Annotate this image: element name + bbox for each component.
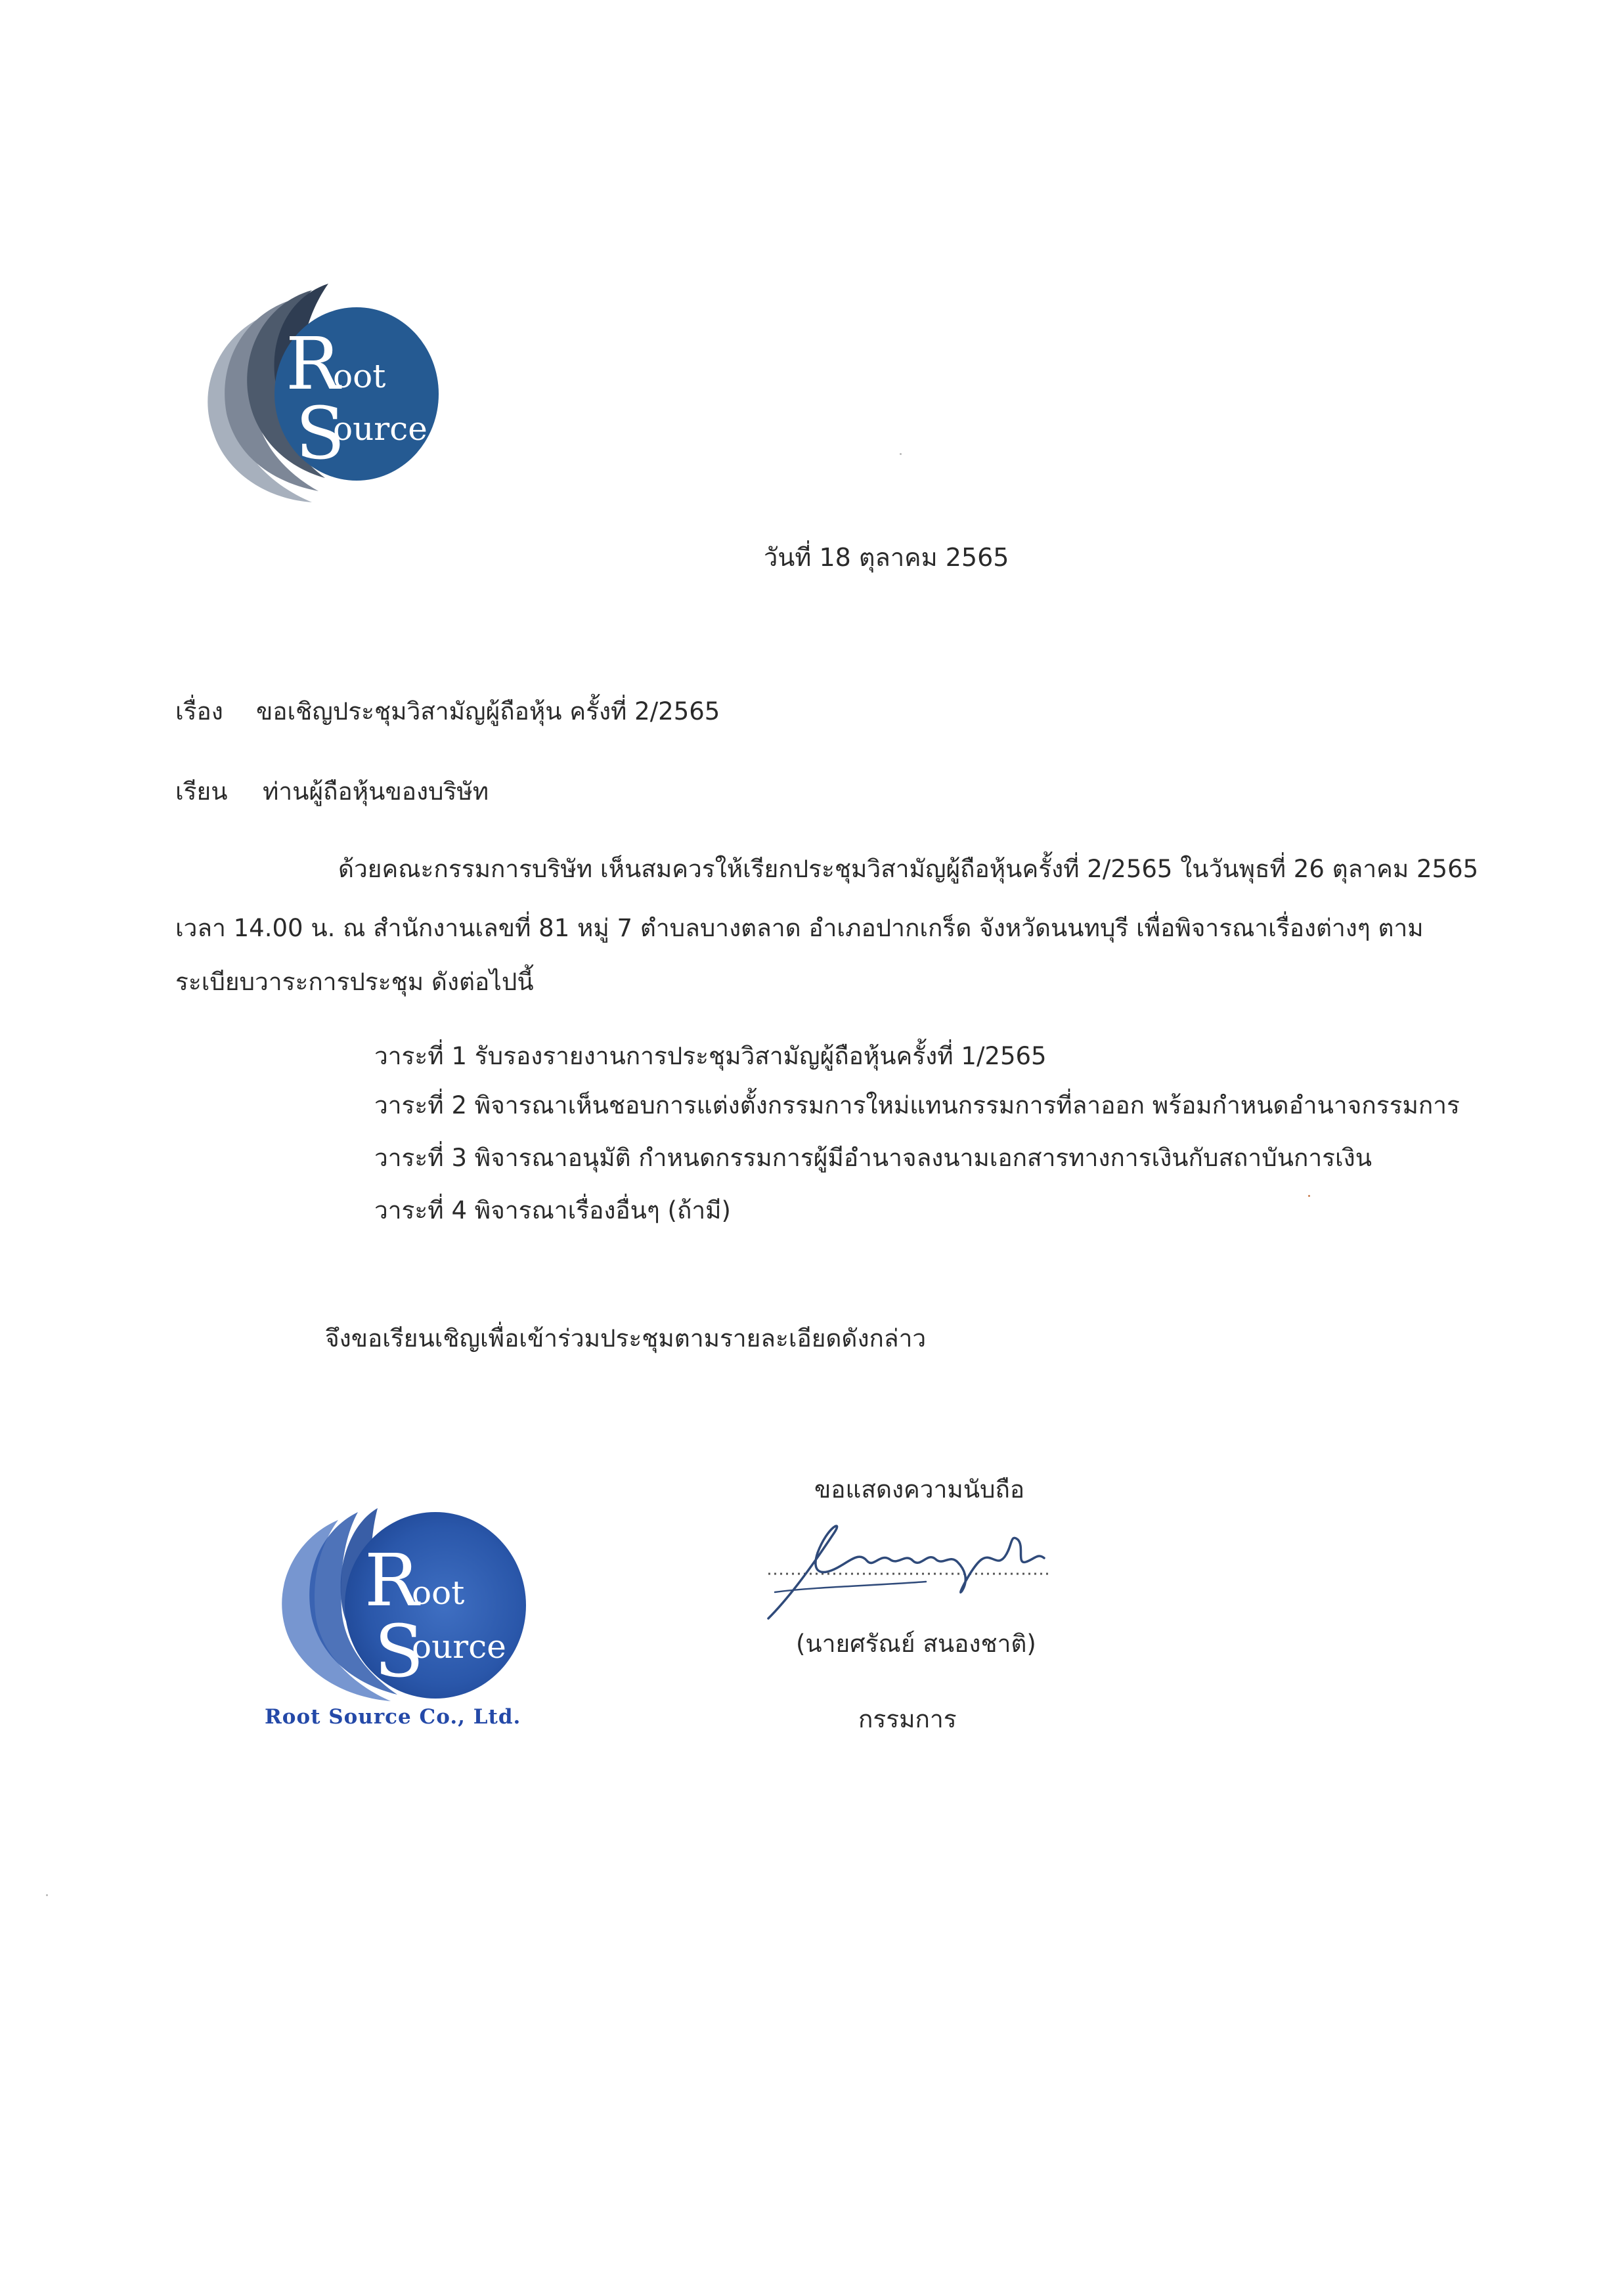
scan-speck — [1308, 1195, 1310, 1197]
regards-text: ขอแสดงความนับถือ — [814, 1475, 1025, 1504]
subject-label: เรื่อง — [175, 697, 223, 726]
svg-text:ource: ource — [333, 410, 428, 448]
svg-text:ource: ource — [412, 1628, 506, 1666]
recipient-label: เรียน — [175, 777, 228, 806]
signer-name: (นายศรัณย์ สนองชาติ) — [796, 1630, 1036, 1658]
scan-speck — [900, 453, 902, 455]
svg-text:oot: oot — [412, 1574, 465, 1612]
company-logo-icon — [187, 282, 443, 506]
svg-text:S: S — [374, 1609, 424, 1693]
closing-text: จึงขอเรียนเชิญเพื่อเข้าร่วมประชุมตามรายละเอียดดังกล่าว — [325, 1324, 927, 1353]
subject-text: ขอเชิญประชุมวิสามัญผู้ถือหุ้น ครั้งที่ 2/2565 — [256, 697, 720, 726]
agenda-item-1: วาระที่ 1 รับรองรายงานการประชุมวิสามัญผู้ถือหุ้นครั้งที่ 1/2565 — [374, 1042, 1047, 1070]
handwritten-signature-icon — [755, 1513, 1057, 1625]
agenda-item-3: วาระที่ 3 พิจารณาอนุมัติ กำหนดกรรมการผู้มีอำนาจลงนามเอกสารทางการเงินกับสถาบันการเงิน — [374, 1144, 1372, 1172]
recipient-text: ท่านผู้ถือหุ้นของบริษัท — [263, 777, 489, 806]
stamp-caption: Root Source Co., Ltd. — [265, 1705, 521, 1729]
svg-text:S: S — [296, 391, 345, 475]
agenda-item-4: วาระที่ 4 พิจารณาเรื่องอื่นๆ (ถ้ามี) — [374, 1196, 731, 1224]
signer-title: กรรมการ — [858, 1705, 957, 1733]
svg-text:oot: oot — [333, 357, 386, 395]
body-line: เวลา 14.00 น. ณ สำนักงานเลขที่ 81 หมู่ 7 ตำบลบางตลาด อำเภอปากเกร็ด จังหวัดนนทบุรี เพื่อพิจารณาเรื่องต่างๆ ตาม — [175, 914, 1424, 942]
body-line: ด้วยคณะกรรมการบริษัท เห็นสมควรให้เรียกประชุมวิสามัญผู้ถือหุ้นครั้งที่ 2/2565 ในวันพุธที่ 26 ตุลาคม 2565 — [338, 855, 1479, 883]
company-stamp-icon — [266, 1507, 529, 1704]
scan-speck — [46, 1894, 48, 1896]
letter-date: วันที่ 18 ตุลาคม 2565 — [764, 543, 1009, 572]
body-line: ระเบียบวาระการประชุม ดังต่อไปนี้ — [175, 968, 534, 996]
svg-text:R: R — [364, 1538, 419, 1622]
agenda-item-2: วาระที่ 2 พิจารณาเห็นชอบการแต่งตั้งกรรมการใหม่แทนกรรมการที่ลาออก พร้อมกำหนดอำนาจกรรมการ — [374, 1091, 1460, 1119]
svg-text:R: R — [286, 322, 340, 406]
